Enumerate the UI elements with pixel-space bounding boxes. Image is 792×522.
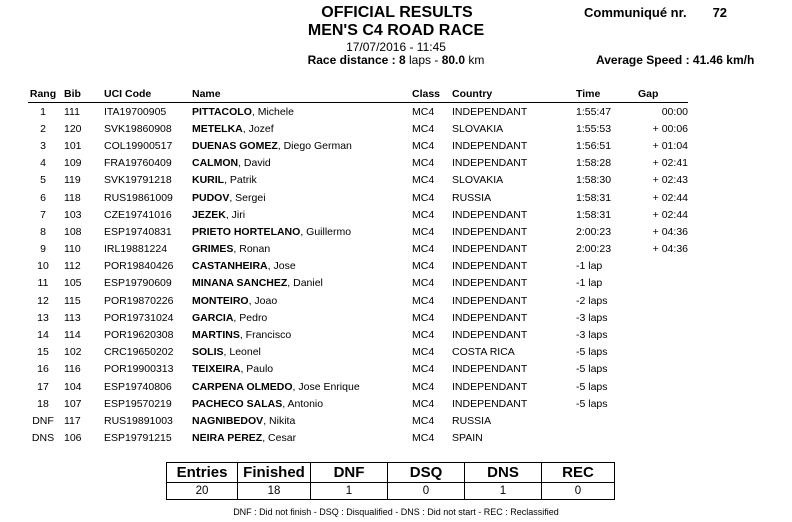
rank-cell: DNS: [31, 432, 55, 445]
uci-code-cell: RUS19861009: [104, 191, 173, 204]
bib-cell: 111: [64, 105, 80, 118]
last-name: CALMON: [192, 157, 239, 170]
time-cell: [576, 430, 638, 447]
rank-cell: DNF: [32, 414, 54, 427]
gap-cell: [638, 378, 688, 395]
col-uci-code: UCI Code: [104, 85, 192, 103]
last-name: PRIETO HORTELANO: [192, 225, 301, 238]
table-row: [28, 103, 688, 121]
gap-cell: [638, 326, 688, 343]
class-cell: MC4: [412, 346, 435, 359]
gap-cell: [638, 361, 688, 378]
last-name: MONTEIRO: [192, 294, 249, 307]
rank-cell: 16: [37, 363, 49, 376]
last-name: GARCIA: [192, 311, 234, 324]
bib-cell: 109: [64, 157, 82, 170]
gap-cell: [638, 275, 688, 292]
bib-cell: 104: [64, 380, 82, 393]
name-cell: [192, 361, 412, 378]
summary-entries-header: Entries: [167, 463, 238, 483]
table-row: [28, 120, 688, 137]
race-distance: Race distance : 8 laps - 80.0 km: [307, 53, 485, 67]
bib-cell: 108: [64, 225, 82, 238]
rank-cell: 2: [40, 122, 46, 135]
first-name: , Nikita: [263, 414, 296, 427]
gap-cell: [638, 344, 688, 361]
last-name: GRIMES: [192, 243, 234, 256]
summary-table: [166, 462, 615, 500]
name-cell: [192, 155, 412, 172]
name-cell: [192, 189, 412, 206]
last-name: JEZEK: [192, 208, 226, 221]
gap-cell: + 02:44: [652, 208, 688, 221]
first-name: , Diego German: [277, 139, 352, 152]
class-cell: MC4: [412, 363, 435, 376]
summary-finished-value: 18: [238, 483, 311, 500]
distance-value: 80.0: [441, 53, 466, 67]
country-cell: RUSSIA: [452, 191, 492, 204]
first-name: , Guillermo: [300, 225, 352, 238]
country-cell: INDEPENDANT: [452, 311, 528, 324]
time-cell: -3 laps: [576, 311, 608, 324]
time-cell: -3 laps: [576, 329, 608, 342]
uci-code-cell: IRL19881224: [104, 243, 168, 256]
country-cell: SLOVAKIA: [452, 174, 504, 187]
title-race-name: MEN'S C4 ROAD RACE: [307, 22, 485, 39]
gap-cell: + 02:44: [652, 191, 688, 204]
country-cell: INDEPENDANT: [452, 380, 528, 393]
time-cell: -1 lap: [576, 277, 603, 290]
gap-cell: + 00:06: [652, 122, 688, 135]
first-name: , Sergei: [229, 191, 266, 204]
name-cell: [192, 137, 412, 154]
average-speed: Average Speed : 41.46 km/h: [596, 53, 755, 67]
summary-header-row: [167, 463, 615, 483]
class-cell: MC4: [412, 311, 435, 324]
name-cell: [192, 430, 412, 447]
time-cell: 1:56:51: [576, 139, 612, 152]
time-cell: 1:58:31: [576, 208, 612, 221]
rank-cell: 13: [37, 311, 49, 324]
country-cell: INDEPENDANT: [452, 157, 528, 170]
time-cell: -5 laps: [576, 363, 608, 376]
rank-cell: 14: [37, 329, 49, 342]
bib-cell: 120: [64, 122, 82, 135]
col-gap: Gap: [638, 85, 688, 103]
class-cell: MC4: [412, 225, 435, 238]
table-row: [28, 241, 688, 258]
rank-cell: 15: [37, 346, 49, 359]
table-row: [28, 430, 688, 447]
name-cell: [192, 292, 412, 309]
uci-code-cell: SVK19860908: [104, 122, 172, 135]
bib-cell: 115: [64, 294, 81, 307]
last-name: PACHECO SALAS: [192, 397, 283, 410]
table-row: [28, 378, 688, 395]
bib-cell: 101: [64, 139, 82, 152]
title-official-results: OFFICIAL RESULTS: [321, 4, 473, 21]
bib-cell: 110: [64, 243, 81, 256]
uci-code-cell: COL19900517: [104, 139, 173, 152]
gap-cell: [638, 430, 688, 447]
country-cell: INDEPENDANT: [452, 225, 528, 238]
table-row: [28, 361, 688, 378]
summary-entries-value: 20: [167, 483, 238, 500]
time-cell: 1:58:28: [576, 157, 612, 170]
time-cell: -5 laps: [576, 397, 608, 410]
summary-dns-value: 1: [465, 483, 542, 500]
first-name: , Cesar: [262, 432, 297, 445]
uci-code-cell: CZE19741016: [104, 208, 172, 221]
summary-dns-header: DNS: [465, 463, 542, 483]
class-cell: MC4: [412, 414, 435, 427]
country-cell: INDEPENDANT: [452, 363, 528, 376]
rank-cell: 4: [40, 157, 46, 170]
summary-dnf-header: DNF: [311, 463, 388, 483]
time-cell: 1:58:31: [576, 191, 612, 204]
uci-code-cell: POR19731024: [104, 311, 174, 324]
name-cell: [192, 309, 412, 326]
name-cell: [192, 378, 412, 395]
summary-value-row: [167, 483, 615, 500]
first-name: , Jose Enrique: [292, 380, 360, 393]
race-datetime: 17/07/2016 - 11:45: [346, 40, 446, 54]
communique-label: Communiqué nr.: [584, 5, 687, 20]
gap-cell: + 02:43: [652, 174, 688, 187]
first-name: , Antonio: [282, 397, 324, 410]
summary-rec-value: 0: [542, 483, 615, 500]
bib-cell: 118: [64, 191, 81, 204]
first-name: , Joao: [248, 294, 278, 307]
col-name: Name: [192, 85, 412, 103]
bib-cell: 116: [64, 363, 81, 376]
table-row: [28, 189, 688, 206]
last-name: NAGNIBEDOV: [192, 414, 264, 427]
uci-code-cell: RUS19891003: [104, 414, 173, 427]
gap-cell: 00:00: [661, 105, 688, 118]
uci-code-cell: ESP19790609: [104, 277, 172, 290]
first-name: , Jiri: [225, 208, 246, 221]
class-cell: MC4: [412, 174, 435, 187]
last-name: DUENAS GOMEZ: [192, 139, 278, 152]
time-cell: -2 laps: [576, 294, 608, 307]
country-cell: SLOVAKIA: [452, 122, 504, 135]
table-row: [28, 258, 688, 275]
last-name: KURIL: [192, 174, 225, 187]
class-cell: MC4: [412, 380, 435, 393]
gap-cell: + 04:36: [652, 243, 688, 256]
name-cell: [192, 326, 412, 343]
class-cell: MC4: [412, 329, 435, 342]
laps-count: 8: [398, 53, 406, 67]
last-name: SOLIS: [192, 346, 224, 359]
table-row: [28, 326, 688, 343]
country-cell: RUSSIA: [452, 414, 492, 427]
bib-cell: 102: [64, 346, 82, 359]
uci-code-cell: POR19900313: [104, 363, 174, 376]
country-cell: SPAIN: [452, 432, 483, 445]
col-time: Time: [576, 85, 638, 103]
name-cell: [192, 344, 412, 361]
first-name: , Jozef: [242, 122, 274, 135]
country-cell: INDEPENDANT: [452, 243, 528, 256]
uci-code-cell: POR19620308: [104, 329, 174, 342]
table-row: [28, 344, 688, 361]
gap-cell: [638, 309, 688, 326]
rank-cell: 5: [40, 174, 46, 187]
country-cell: INDEPENDANT: [452, 139, 528, 152]
uci-code-cell: ESP19570219: [104, 397, 172, 410]
class-cell: MC4: [412, 260, 435, 273]
uci-code-cell: FRA19760409: [104, 157, 172, 170]
class-cell: MC4: [412, 294, 435, 307]
last-name: PITTACOLO: [192, 105, 252, 118]
uci-code-cell: POR19870226: [104, 294, 174, 307]
country-cell: INDEPENDANT: [452, 294, 528, 307]
rank-cell: 17: [37, 380, 49, 393]
gap-cell: [638, 292, 688, 309]
bib-cell: 106: [64, 432, 82, 445]
table-row: [28, 395, 688, 412]
time-cell: 2:00:23: [576, 225, 612, 238]
first-name: , David: [238, 157, 271, 170]
last-name: CARPENA OLMEDO: [192, 380, 293, 393]
class-cell: MC4: [412, 397, 435, 410]
first-name: , Michele: [251, 105, 294, 118]
uci-code-cell: ESP19791215: [104, 432, 172, 445]
time-cell: -1 lap: [576, 260, 603, 273]
first-name: , Pedro: [233, 311, 268, 324]
time-cell: -5 laps: [576, 380, 608, 393]
class-cell: MC4: [412, 139, 435, 152]
col-country: Country: [452, 85, 576, 103]
rank-cell: 11: [37, 277, 49, 290]
communique: [584, 5, 727, 20]
table-row: [28, 206, 688, 223]
last-name: MARTINS: [192, 329, 240, 342]
class-cell: MC4: [412, 122, 435, 135]
first-name: , Leonel: [223, 346, 261, 359]
col-class: Class: [412, 85, 452, 103]
class-cell: MC4: [412, 432, 435, 445]
table-row: [28, 292, 688, 309]
rank-cell: 10: [37, 260, 49, 273]
country-cell: INDEPENDANT: [452, 105, 528, 118]
first-name: , Jose: [267, 260, 296, 273]
rank-cell: 6: [40, 191, 46, 204]
country-cell: INDEPENDANT: [452, 208, 528, 221]
legend: DNF : Did not finish - DSQ : Disqualified - DNS : Did not start - REC : Reclassified: [233, 507, 559, 517]
time-cell: [576, 412, 638, 429]
name-cell: [192, 172, 412, 189]
bib-cell: 112: [64, 260, 81, 273]
uci-code-cell: ESP19740831: [104, 225, 172, 238]
gap-cell: + 01:04: [652, 139, 688, 152]
results-header-row: [28, 85, 688, 103]
time-cell: 1:58:30: [576, 174, 612, 187]
country-cell: INDEPENDANT: [452, 260, 528, 273]
table-row: [28, 275, 688, 292]
bib-cell: 113: [64, 311, 81, 324]
name-cell: [192, 120, 412, 137]
first-name: , Patrik: [224, 174, 257, 187]
class-cell: MC4: [412, 105, 435, 118]
gap-cell: + 04:36: [652, 225, 688, 238]
table-row: [28, 309, 688, 326]
first-name: , Ronan: [233, 243, 271, 256]
summary-rec-header: REC: [542, 463, 615, 483]
country-cell: INDEPENDANT: [452, 329, 528, 342]
distance-label: Race distance :: [307, 53, 396, 67]
uci-code-cell: ITA19700905: [104, 105, 167, 118]
table-row: [28, 412, 688, 429]
class-cell: MC4: [412, 191, 435, 204]
last-name: MINANA SANCHEZ: [192, 277, 288, 290]
col-rang: Rang: [28, 85, 58, 103]
table-row: [28, 223, 688, 240]
table-row: [28, 137, 688, 154]
class-cell: MC4: [412, 208, 435, 221]
time-cell: -5 laps: [576, 346, 608, 359]
bib-cell: 114: [64, 329, 81, 342]
rank-cell: 7: [40, 208, 46, 221]
summary-dsq-value: 0: [388, 483, 465, 500]
last-name: METELKA: [192, 122, 243, 135]
summary-finished-header: Finished: [238, 463, 311, 483]
table-row: [28, 172, 688, 189]
table-row: [28, 155, 688, 172]
class-cell: MC4: [412, 277, 435, 290]
uci-code-cell: ESP19740806: [104, 380, 172, 393]
gap-cell: + 02:41: [652, 157, 688, 170]
uci-code-cell: POR19840426: [104, 260, 174, 273]
class-cell: MC4: [412, 157, 435, 170]
gap-cell: [638, 395, 688, 412]
bib-cell: 103: [64, 208, 82, 221]
time-cell: 2:00:23: [576, 243, 612, 256]
name-cell: [192, 241, 412, 258]
gap-cell: [638, 412, 688, 429]
summary-dsq-header: DSQ: [388, 463, 465, 483]
col-bib: Bib: [58, 85, 104, 103]
name-cell: [192, 412, 412, 429]
rank-cell: 1: [40, 105, 46, 118]
last-name: PUDOV: [192, 191, 230, 204]
class-cell: MC4: [412, 243, 435, 256]
laps-unit: laps: [409, 53, 432, 67]
country-cell: COSTA RICA: [452, 346, 515, 359]
bib-cell: 117: [64, 414, 81, 427]
rank-cell: 12: [37, 294, 49, 307]
bib-cell: 107: [64, 397, 82, 410]
first-name: , Daniel: [287, 277, 323, 290]
name-cell: [192, 395, 412, 412]
rank-cell: 8: [40, 225, 46, 238]
bib-cell: 105: [64, 277, 82, 290]
distance-unit: km: [468, 53, 485, 67]
country-cell: INDEPENDANT: [452, 277, 528, 290]
uci-code-cell: SVK19791218: [104, 174, 172, 187]
results-table: [28, 85, 688, 447]
last-name: CASTANHEIRA: [192, 260, 268, 273]
country-cell: INDEPENDANT: [452, 397, 528, 410]
bib-cell: 119: [64, 174, 81, 187]
rank-cell: 3: [40, 139, 46, 152]
last-name: TEIXEIRA: [192, 363, 241, 376]
first-name: , Francisco: [239, 329, 292, 342]
rank-cell: 9: [40, 243, 46, 256]
uci-code-cell: CRC19650202: [104, 346, 174, 359]
time-cell: 1:55:47: [576, 105, 612, 118]
summary-dnf-value: 1: [311, 483, 388, 500]
rank-cell: 18: [37, 397, 49, 410]
name-cell: [192, 103, 412, 121]
first-name: , Paulo: [240, 363, 274, 376]
name-cell: [192, 258, 412, 275]
last-name: NEIRA PEREZ: [192, 432, 263, 445]
gap-cell: [638, 258, 688, 275]
name-cell: [192, 206, 412, 223]
name-cell: [192, 223, 412, 240]
time-cell: 1:55:53: [576, 122, 612, 135]
name-cell: [192, 275, 412, 292]
communique-number: 72: [712, 5, 728, 20]
